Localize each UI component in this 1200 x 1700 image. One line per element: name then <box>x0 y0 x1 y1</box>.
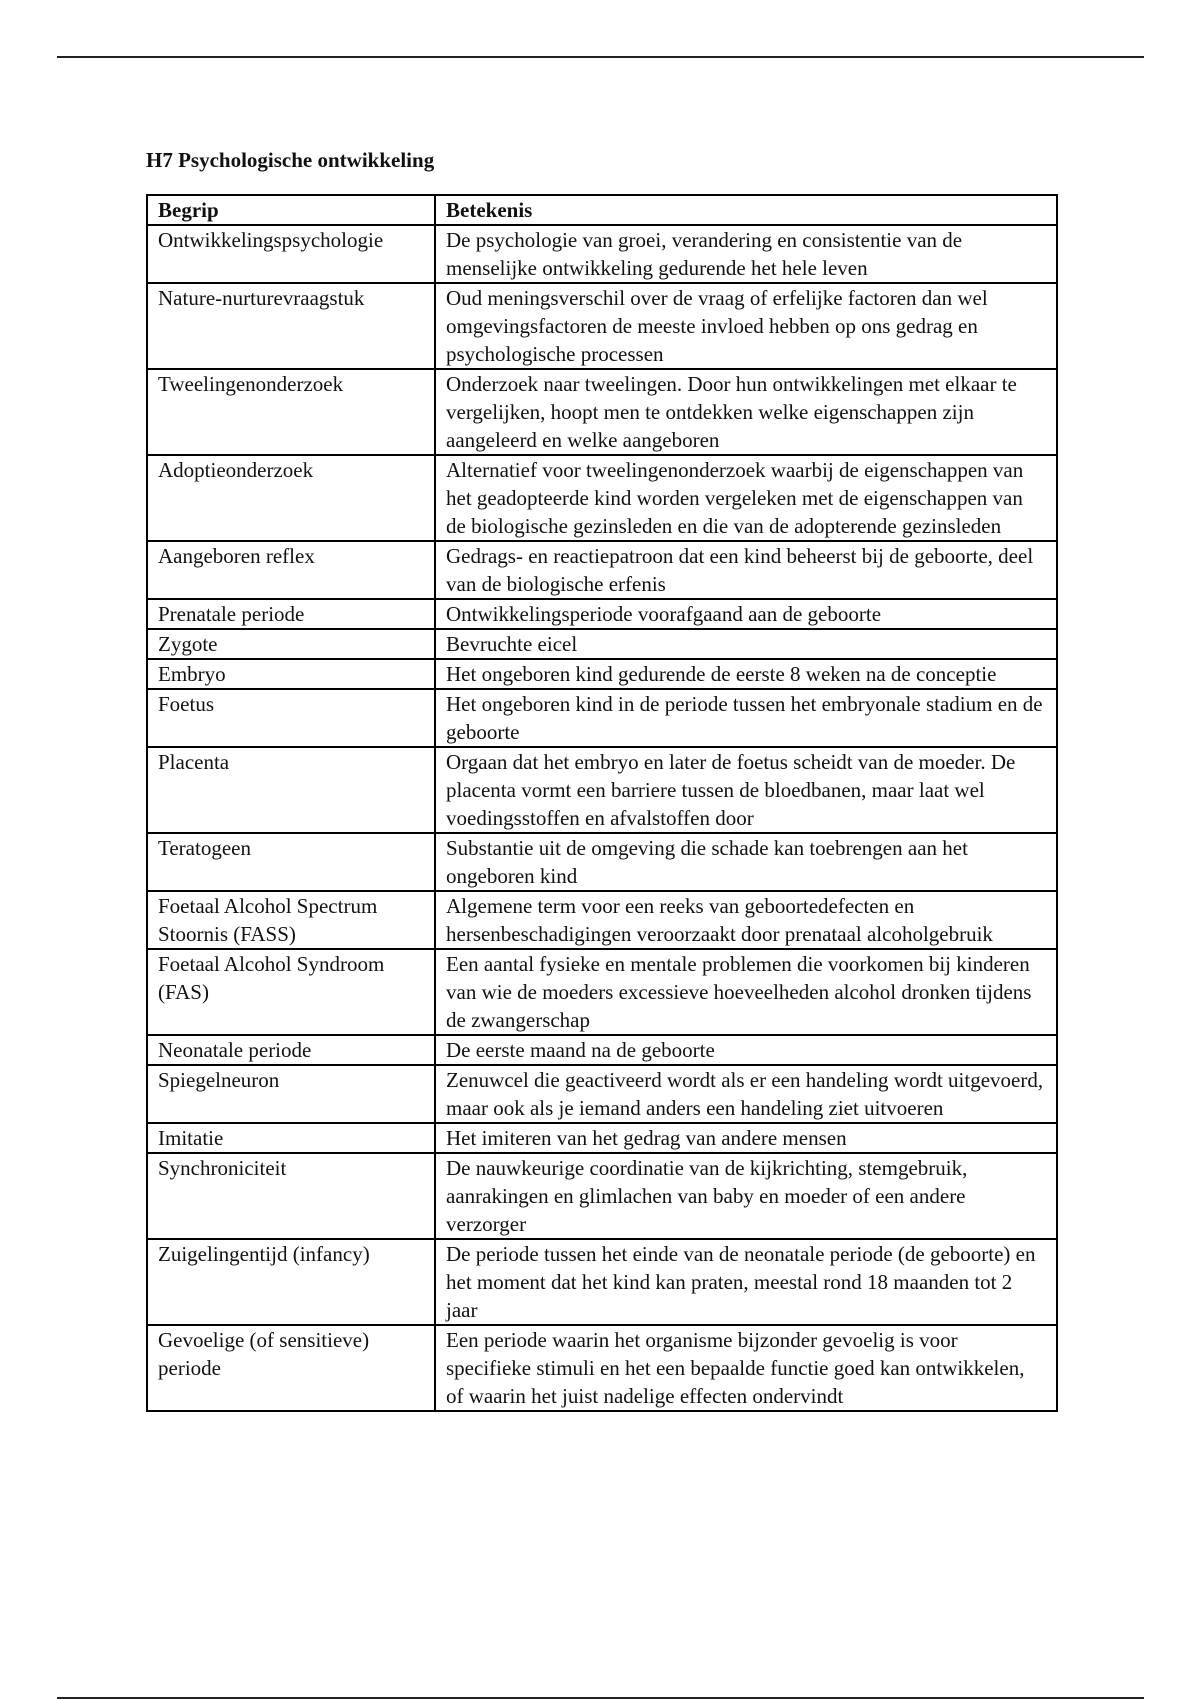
table-header-row <box>147 195 1057 225</box>
term-cell: Ontwikkelingspsychologie <box>147 225 435 283</box>
definition-cell: Een periode waarin het organisme bijzonder gevoelig is voor specifieke stimuli en het een bepaalde functie goed kan ontwikkelen, of waarin het juist nadelige effecten ondervindt <box>435 1325 1057 1411</box>
definition-cell: Oud meningsverschil over de vraag of erfelijke factoren dan wel omgevingsfactoren de meeste invloed hebben op ons gedrag en psychologische processen <box>435 283 1057 369</box>
term-cell: Foetus <box>147 689 435 747</box>
table-row <box>147 747 1057 833</box>
term-cell: Aangeboren reflex <box>147 541 435 599</box>
term-cell: Tweelingenonderzoek <box>147 369 435 455</box>
table-row <box>147 225 1057 283</box>
table-row <box>147 1123 1057 1153</box>
header-rule <box>57 56 1144 58</box>
table-row <box>147 283 1057 369</box>
term-cell: Zuigelingentijd (infancy) <box>147 1239 435 1325</box>
table-row <box>147 659 1057 689</box>
term-cell: Zygote <box>147 629 435 659</box>
column-header-term: Begrip <box>147 195 435 225</box>
definition-cell: Orgaan dat het embryo en later de foetus scheidt van de moeder. De placenta vormt een barriere tussen de bloedbanen, maar laat wel voedingsstoffen en afvalstoffen door <box>435 747 1057 833</box>
table-row <box>147 1325 1057 1411</box>
table-row <box>147 599 1057 629</box>
definition-cell: Het ongeboren kind gedurende de eerste 8 weken na de conceptie <box>435 659 1057 689</box>
table-row <box>147 1239 1057 1325</box>
definition-cell: Gedrags- en reactiepatroon dat een kind beheerst bij de geboorte, deel van de biologische erfenis <box>435 541 1057 599</box>
definition-cell: Het ongeboren kind in de periode tussen het embryonale stadium en de geboorte <box>435 689 1057 747</box>
table-row <box>147 541 1057 599</box>
term-cell: Prenatale periode <box>147 599 435 629</box>
definition-cell: Een aantal fysieke en mentale problemen die voorkomen bij kinderen van wie de moeders excessieve hoeveelheden alcohol dronken tijdens de zwangerschap <box>435 949 1057 1035</box>
definition-cell: De periode tussen het einde van de neonatale periode (de geboorte) en het moment dat het kind kan praten, meestal rond 18 maanden tot 2 jaar <box>435 1239 1057 1325</box>
table-row <box>147 369 1057 455</box>
term-cell: Nature-nurturevraagstuk <box>147 283 435 369</box>
table-row <box>147 891 1057 949</box>
definition-cell: De nauwkeurige coordinatie van de kijkrichting, stemgebruik, aanrakingen en glimlachen van baby en moeder of een andere verzorger <box>435 1153 1057 1239</box>
document-title: H7 Psychologische ontwikkeling <box>146 148 435 172</box>
glossary-table <box>146 194 1058 1412</box>
table-row <box>147 1065 1057 1123</box>
definition-cell: Onderzoek naar tweelingen. Door hun ontwikkelingen met elkaar te vergelijken, hoopt men te ontdekken welke eigenschappen zijn aangeleerd en welke aangeboren <box>435 369 1057 455</box>
term-cell: Foetaal Alcohol Syndroom (FAS) <box>147 949 435 1035</box>
table-row <box>147 1035 1057 1065</box>
table-row <box>147 1153 1057 1239</box>
term-cell: Foetaal Alcohol Spectrum Stoornis (FASS) <box>147 891 435 949</box>
term-cell: Spiegelneuron <box>147 1065 435 1123</box>
table-row <box>147 455 1057 541</box>
definition-cell: Substantie uit de omgeving die schade kan toebrengen aan het ongeboren kind <box>435 833 1057 891</box>
definition-cell: Algemene term voor een reeks van geboortedefecten en hersenbeschadigingen veroorzaakt door prenataal alcoholgebruik <box>435 891 1057 949</box>
definition-cell: Ontwikkelingsperiode voorafgaand aan de geboorte <box>435 599 1057 629</box>
definition-cell: De eerste maand na de geboorte <box>435 1035 1057 1065</box>
term-cell: Adoptieonderzoek <box>147 455 435 541</box>
term-cell: Imitatie <box>147 1123 435 1153</box>
term-cell: Gevoelige (of sensitieve) periode <box>147 1325 435 1411</box>
term-cell: Placenta <box>147 747 435 833</box>
definition-cell: De psychologie van groei, verandering en consistentie van de menselijke ontwikkeling gedurende het hele leven <box>435 225 1057 283</box>
term-cell: Embryo <box>147 659 435 689</box>
definition-cell: Alternatief voor tweelingenonderzoek waarbij de eigenschappen van het geadopteerde kind worden vergeleken met de eigenschappen van de biologische gezinsleden en die van de adopterende gezinsleden <box>435 455 1057 541</box>
column-header-definition: Betekenis <box>435 195 1057 225</box>
table-row <box>147 949 1057 1035</box>
definition-cell: Bevruchte eicel <box>435 629 1057 659</box>
footer-rule <box>57 1697 1144 1699</box>
definition-cell: Zenuwcel die geactiveerd wordt als er een handeling wordt uitgevoerd, maar ook als je iemand anders een handeling ziet uitvoeren <box>435 1065 1057 1123</box>
term-cell: Synchroniciteit <box>147 1153 435 1239</box>
term-cell: Neonatale periode <box>147 1035 435 1065</box>
definition-cell: Het imiteren van het gedrag van andere mensen <box>435 1123 1057 1153</box>
table-row <box>147 689 1057 747</box>
table-row <box>147 833 1057 891</box>
term-cell: Teratogeen <box>147 833 435 891</box>
table-row <box>147 629 1057 659</box>
